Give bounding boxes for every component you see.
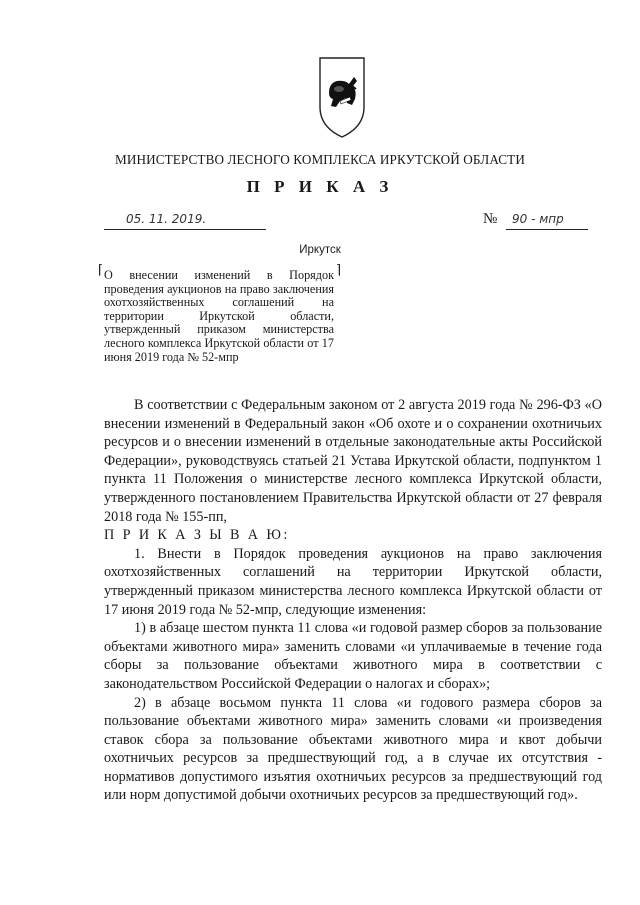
date-handwritten: 05. 11. 2019. <box>126 212 207 226</box>
document-body <box>104 396 602 805</box>
subject-corner-left: ⌈ <box>98 262 104 277</box>
item-1-1-paragraph: 1) в абзаце шестом пункта 11 слова «и годовой размер сборов за пользование объектами животного мира» заменить словами «и уплачиваемые в течение года сборы за пользование объектами животного мира в соответствии с законодательством Российской Федерации о налогах и сборах»; <box>104 620 602 692</box>
coat-of-arms-emblem <box>316 55 368 139</box>
babr-figure-icon <box>329 77 357 107</box>
number-handwritten: 90 - мпр <box>512 212 564 226</box>
subject-block: О внесении изменений в Порядок проведения аукционов на право заключения охотхозяйственных соглашений на территории Иркутской области, утвержденный приказом министерства лесного комплекса Иркутской области от 17 июня 2019 года № 52-мпр <box>104 268 334 364</box>
number-field <box>506 211 588 230</box>
number-label: № <box>483 211 498 227</box>
date-field <box>104 211 266 230</box>
ministry-name: МИНИСТЕРСТВО ЛЕСНОГО КОМПЛЕКСА ИРКУТСКОЙ ОБЛАСТИ <box>115 152 525 167</box>
item-1-paragraph: 1. Внести в Порядок проведения аукционов на право заключения охотхозяйственных соглашений на территории Иркутской области, утвержденный приказом министерства лесного комплекса Иркутской области от 17 июня 2019 года № 52-мпр, следующие изменения: <box>104 545 602 618</box>
city-name: Иркутск <box>299 244 341 256</box>
subject-corner-right: ⌉ <box>336 262 342 277</box>
document-type-title: П Р И К А З <box>246 177 394 196</box>
order-word: П Р И К А З Ы В А Ю: <box>104 527 290 544</box>
preamble-paragraph: В соответствии с Федеральным законом от 2 августа 2019 года № 296-ФЗ «О внесении изменений в Федеральный закон «Об охоте и о сохранении охотничьих ресурсов и о внесении изменений в отдельные законодательные акты Российской Федерации», руководствуясь статьей 21 Устава Иркутской области, подпунктом 1 пункта 11 Положения о министерстве лесного комплекса Иркутской области, утвержденного постановлением Правительства Иркутской области от 27 февраля 2018 года № 155-пп, <box>104 397 602 525</box>
item-1-2-paragraph: 2) в абзаце восьмом пункта 11 слова «и годового размера сборов за пользование объектами животного мира» заменить словами «и произведения ставок сбора за пользование объектами животного мира и квот добычи охотничьих ресурсов за предшествующий год, а в случае их отсутствия - нормативов допустимого изъятия охотничьих ресурсов за предшествующий год или норм допустимой добычи охотничьих ресурсов за предшествующий год». <box>104 694 602 804</box>
